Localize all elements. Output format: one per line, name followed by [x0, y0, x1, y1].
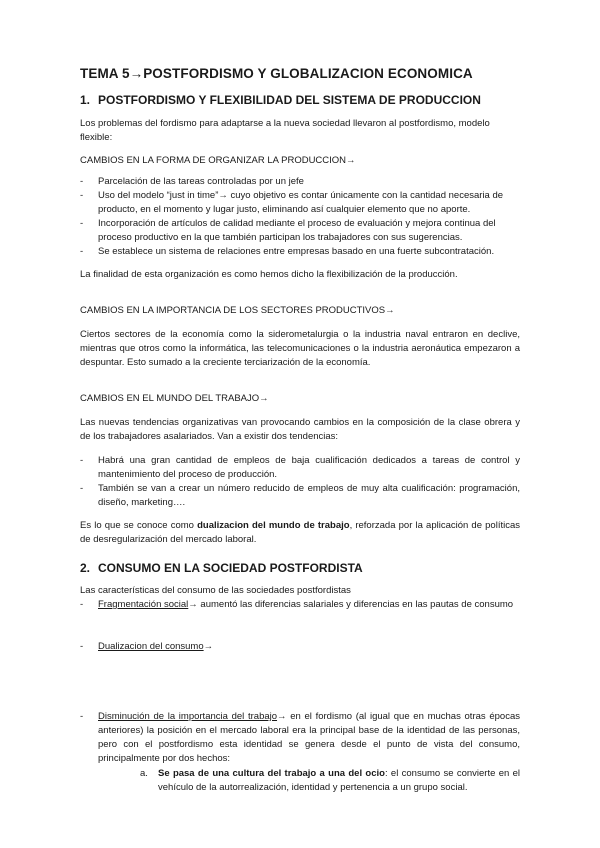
sublist-consumo	[80, 767, 520, 795]
final-organizar: La finalidad de esta organización es como hemos dicho la flexibilización de la producción.	[80, 269, 458, 280]
section-1-heading	[80, 93, 520, 107]
bold-term: dualizacion del mundo de trabajo	[197, 520, 350, 531]
section-2-intro: Las características del consumo de las sociedades postfordistas	[80, 585, 351, 596]
list-item: - También se van a crear un número reducido de empleos de muy alta cualificación: programación, diseño, marketing….	[80, 483, 520, 508]
subheading-organizar: CAMBIOS EN LA FORMA DE ORGANIZAR LA PRODUCCION→	[80, 155, 356, 166]
section-2-heading	[80, 561, 520, 575]
list-item: - Fragmentación social→ aumentó las diferencias salariales y diferencias en las pautas de consumo	[80, 599, 514, 610]
list-item: - Disminución de la importancia del trabajo→ en el fordismo (al igual que en muchas otras épocas anteriores) la posición en el mercado laboral era la principal base de la identidad de las personas, pero con el postfordismo esta identidad se genera desde el punto de vista del consumo, principalmente por dos hechos:	[80, 711, 520, 764]
section-1-number: 1.	[80, 93, 91, 107]
section-1-title: POSTFORDISMO Y FLEXIBILIDAD DEL SISTEMA DE PRODUCCION	[98, 93, 481, 107]
list-item: a. Se pasa de una cultura del trabajo a una del ocio: el consumo se convierte en el vehículo de la autorrealización, identidad y pertenencia a un grupo social.	[140, 768, 520, 793]
list-item: - Dualizacion del consumo→	[80, 641, 214, 652]
section-2-title: CONSUMO EN LA SOCIEDAD POSTFORDISTA	[98, 561, 363, 575]
paragraph-sectores: Ciertos sectores de la economía como la siderometalurgia o la industria naval entraron en declive, mientras que otros como la informática, las telecomunicaciones o la industria aeronáutica empezaron a despuntar. Esto sumado a la creciente terciarización de la economía.	[80, 329, 520, 368]
subheading-sectores: CAMBIOS EN LA IMPORTANCIA DE LOS SECTORES PRODUCTIVOS→	[80, 305, 395, 316]
list-item: - Parcelación de las tareas controladas por un jefe	[80, 176, 304, 187]
section-1-intro: Los problemas del fordismo para adaptarse a la nueva sociedad llevaron al postfordismo, modelo flexible:	[80, 118, 490, 143]
paragraph-dualizacion: Es lo que se conoce como dualizacion del mundo de trabajo, reforzada por la aplicación de políticas de desregularización del mercado laboral.	[80, 520, 520, 545]
list-item: - Se establece un sistema de relaciones entre empresas basado en una fuerte subcontratación.	[80, 246, 495, 257]
list-consumo	[80, 598, 520, 766]
subheading-trabajo: CAMBIOS EN EL MUNDO DEL TRABAJO→	[80, 393, 269, 404]
list-trabajo	[80, 454, 520, 510]
list-item: - Uso del modelo “just in time”→ cuyo objetivo es contar únicamente con la cantidad necesaria de producto, en el momento y lugar justo, eliminando así cualquier elemento que no aporte.	[80, 190, 504, 215]
section-2-number: 2.	[80, 561, 91, 575]
document-title: TEMA 5→POSTFORDISMO Y GLOBALIZACION ECONOMICA	[80, 66, 473, 81]
document-page	[80, 66, 520, 795]
list-organizar	[80, 175, 520, 259]
paragraph-trabajo: Las nuevas tendencias organizativas van provocando cambios en la composición de la clase obrera y de los trabajadores asalariados. Van a existir dos tendencias:	[80, 417, 520, 442]
list-item: - Incorporación de artículos de calidad mediante el proceso de evaluación y mejora continua del proceso productivo en la que también participan los trabajadores con sus sugerencias.	[80, 218, 496, 243]
list-item: - Habrá una gran cantidad de empleos de baja cualificación dedicados a tareas de control y mantenimiento del proceso de producción.	[80, 455, 520, 480]
